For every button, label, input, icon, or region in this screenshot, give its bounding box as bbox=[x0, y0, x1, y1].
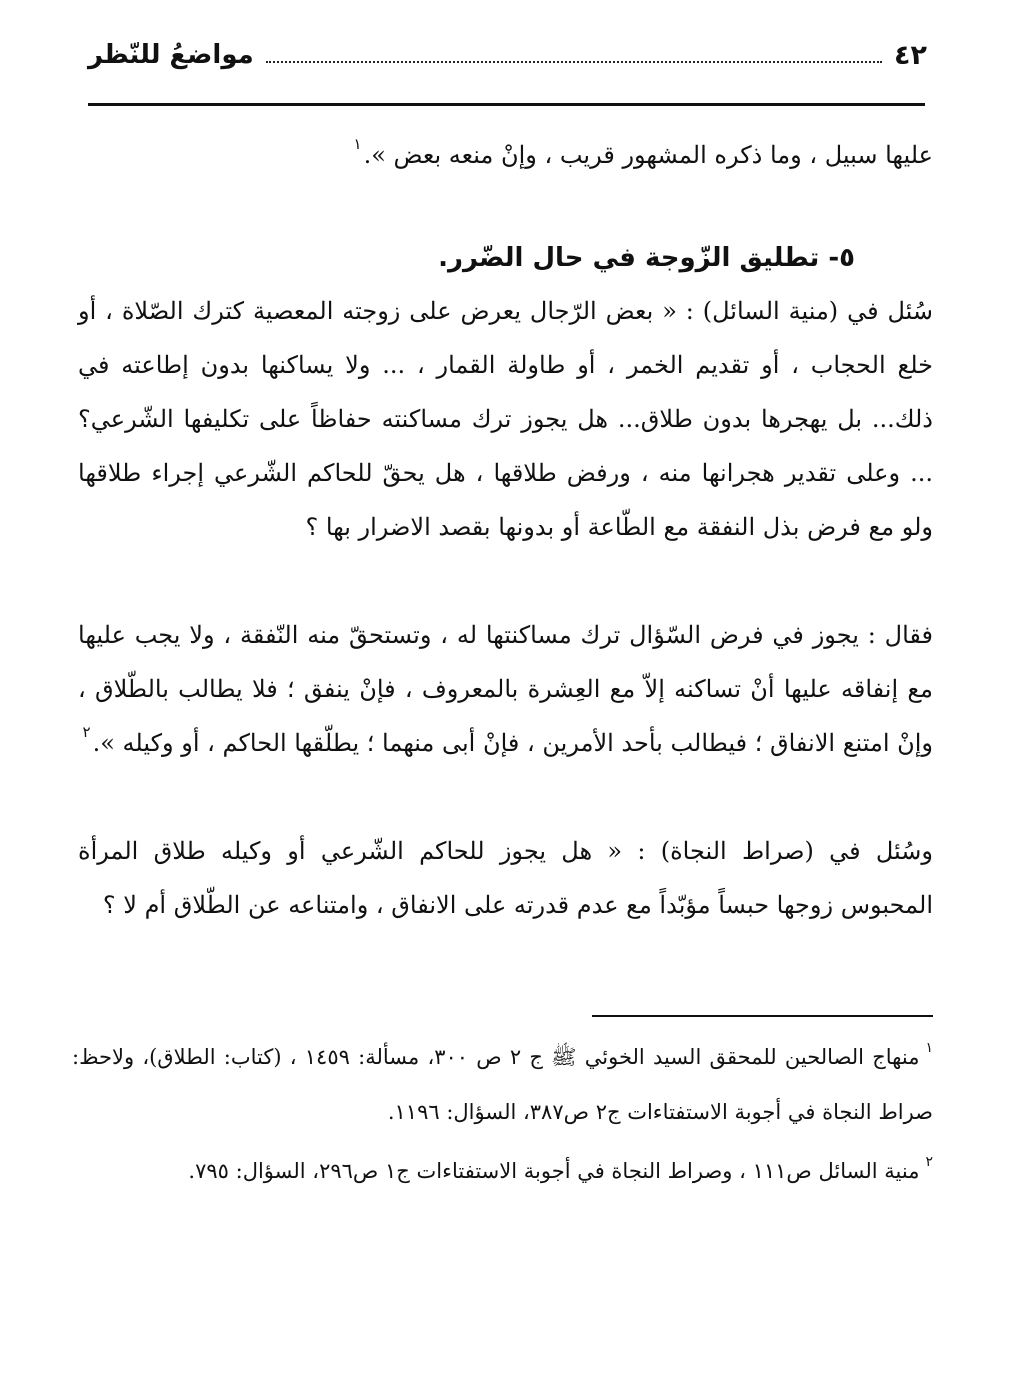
paragraph-answer-1 bbox=[78, 608, 933, 770]
section-heading: ٥- تطليق الزّوجة في حال الضّرر. bbox=[438, 243, 855, 273]
footnote-number: ١ bbox=[925, 1040, 933, 1056]
footnote-text: منية السائل ص١١١ ، وصراط النجاة في أجوبة الاستفتاءات ج١ ص٢٩٦، السؤال: ٧٩٥. bbox=[188, 1159, 920, 1183]
paragraph-question-2 bbox=[78, 824, 933, 932]
running-title: مواضعُ للنّظر bbox=[88, 40, 254, 70]
page-number: ٤٢ bbox=[894, 39, 927, 71]
footnote-ref-2: ٢ bbox=[82, 723, 91, 741]
footnotes bbox=[72, 1030, 933, 1203]
page-header bbox=[88, 30, 927, 80]
footnote-1 bbox=[72, 1030, 933, 1140]
footnote-text: منهاج الصالحين للمحقق السيد الخوئي ﷺ ج ٢ ص ٣٠٠، مسألة: ١٤٥٩ ، (كتاب: الطلاق)، ولاحظ: صراط النجاة في أجوبة الاستفتاءات ج٢ ص٣٨٧، السؤال: ١١٩٦. bbox=[72, 1045, 933, 1124]
header-rule bbox=[88, 103, 925, 106]
paragraph-question-1 bbox=[78, 284, 933, 554]
footnote-ref-1: ١ bbox=[353, 135, 362, 153]
paragraph-text: وسُئل في (صراط النجاة) : « هل يجوز للحاكم الشّرعي أو وكيله طلاق المرأة المحبوس زوجها حبساً مؤبّداً مع عدم قدرته على الانفاق ، وامتناعه عن الطّلاق أم لا ؟ bbox=[78, 837, 933, 919]
footnote-separator bbox=[592, 1015, 933, 1017]
header-dot-leader bbox=[266, 61, 882, 63]
footnote-number: ٢ bbox=[925, 1154, 933, 1170]
continuation-text bbox=[78, 128, 933, 182]
paragraph-text: فقال : يجوز في فرض السّؤال ترك مساكنتها له ، وتستحقّ منه النّفقة ، ولا يجب عليها مع إنفاقه عليها أنْ تساكنه إلاّ مع العِشرة بالمعروف ، فإنْ ينفق ؛ فلا يطالب بالطّلاق ، وإنْ امتنع الانفاق ؛ فيطالب بأحد الأمرين ، فإنْ أبى منهما ؛ يطلّقها الحاكم ، أو وكيله ». bbox=[78, 621, 933, 757]
footnote-2 bbox=[72, 1144, 933, 1199]
paragraph-text: سُئل في (منية السائل) : « بعض الرّجال يعرض على زوجته المعصية كترك الصّلاة ، أو خلع الحجاب ، أو تقديم الخمر ، أو طاولة القمار ، ... ولا يساكنها بدون إطاعته في ذلك... بل يهجرها بدون طلاق... هل يجوز ترك مساكنته حفاظاً على تكليفها الشّرعي؟ ... وعلى تقدير هجرانها منه ، ورفض طلاقها ، هل يحقّ للحاكم الشّرعي إجراء طلاقها ولو مع فرض بذل النفقة مع الطّاعة أو بدونها بقصد الاضرار بها ؟ bbox=[78, 297, 933, 541]
continuation-sentence: عليها سبيل ، وما ذكره المشهور قريب ، وإنْ منعه بعض ». bbox=[363, 141, 933, 169]
